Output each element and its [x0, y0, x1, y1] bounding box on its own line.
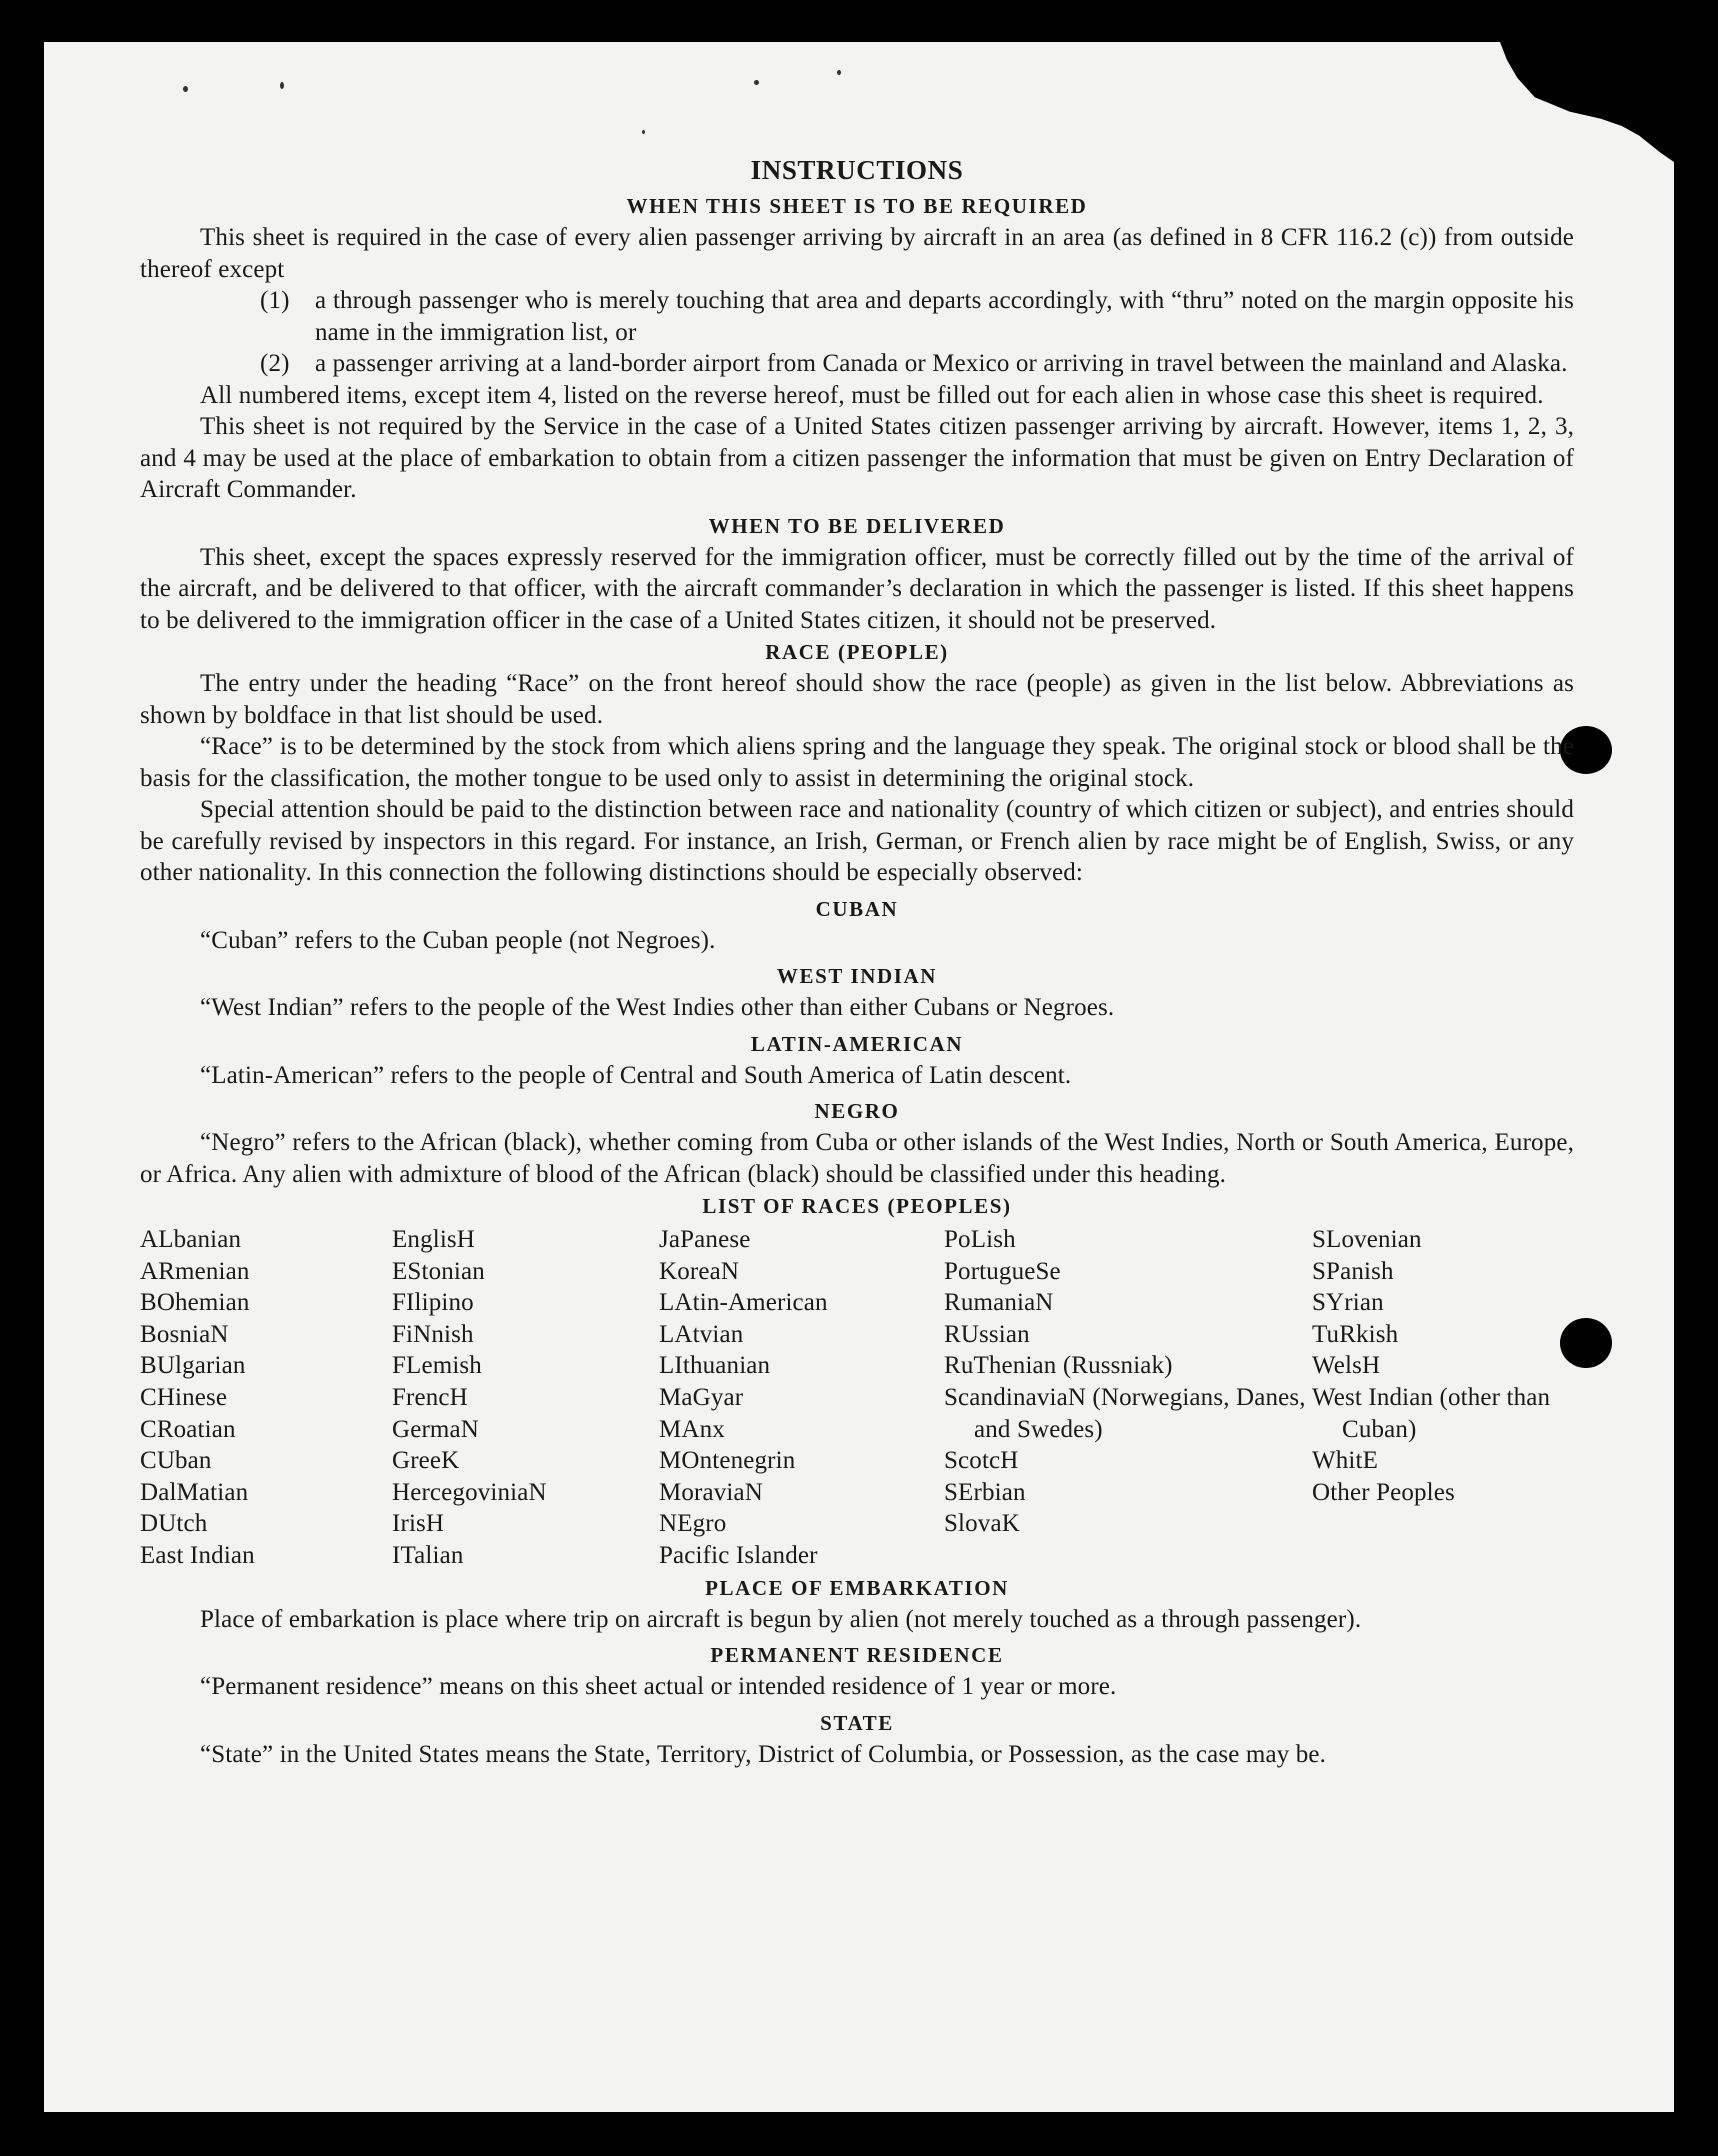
- dust-speck: [642, 130, 645, 134]
- race-entry: KoreaN: [659, 1257, 740, 1285]
- race-entry: MaGyar: [659, 1383, 744, 1411]
- race-entry: WelsH: [1312, 1352, 1381, 1380]
- race-entry: GermaN: [392, 1415, 479, 1443]
- heading-west-indian: WEST INDIAN: [776, 964, 938, 988]
- race-entry: DUtch: [140, 1510, 208, 1538]
- dust-speck: [837, 70, 841, 75]
- heading-cuban: CUBAN: [815, 896, 899, 921]
- race-entry: SPanish: [1312, 1257, 1394, 1285]
- race-entry: CUban: [140, 1447, 212, 1475]
- race-entry: SLovenian: [1312, 1226, 1422, 1253]
- race-entry: NEgro: [659, 1510, 727, 1538]
- paragraph-west-indian: “West Indian” refers to the people of the West Indies other than either Cubans or Negroes.: [200, 994, 1115, 1021]
- race-entry: HercegoviniaN: [392, 1478, 547, 1506]
- heading-negro: NEGRO: [814, 1099, 900, 1123]
- race-entry: EStonian: [392, 1257, 485, 1285]
- race-entry: JaPanese: [659, 1226, 751, 1253]
- race-entry: IrisH: [392, 1510, 445, 1538]
- paragraph-when-required-intro: This sheet is required in the case of every alien passenger arriving by aircraft in an area (as defined in 8 CFR 116.2 (c)) from outside thereof except: [140, 224, 1574, 283]
- paragraph-place-of-embarkation: Place of embarkation is place where trip on aircraft is begun by alien (not merely touched as a through passenger).: [200, 1605, 1362, 1633]
- race-entry: ITalian: [392, 1541, 464, 1569]
- race-entry: ALbanian: [140, 1226, 242, 1253]
- instructions-content: [140, 150, 1574, 1770]
- race-entry: RuThenian (Russniak): [944, 1352, 1173, 1380]
- race-entry: PortugueSe: [944, 1257, 1061, 1285]
- dust-speck: [754, 80, 759, 85]
- exception-number: (2): [260, 350, 290, 377]
- race-entry: LAtin-American: [659, 1289, 828, 1317]
- exception-item: [260, 285, 1574, 348]
- race-entry: WhitE: [1312, 1447, 1379, 1475]
- dust-speck: [280, 82, 284, 89]
- paragraph-cuban: “Cuban” refers to the Cuban people (not Negroes).: [200, 926, 716, 954]
- paragraph-race-entry: The entry under the heading “Race” on the front hereof should show the race (people) as given in the list below. Abbreviations as shown by boldface in that list should be used.: [140, 670, 1574, 729]
- race-entry: MOntenegrin: [659, 1447, 796, 1475]
- race-entry: East Indian: [140, 1541, 255, 1569]
- race-entry: ScandinaviaN (Norwegians, Danes, and Swedes): [944, 1383, 1306, 1443]
- race-entry: SlovaK: [944, 1510, 1020, 1538]
- exception-text: a passenger arriving at a land-border airport from Canada or Mexico or arriving in travel between the mainland and Alaska.: [315, 350, 1568, 377]
- race-entry: PoLish: [944, 1226, 1016, 1253]
- race-list: [140, 1224, 1574, 1572]
- heading-state: STATE: [820, 1710, 894, 1735]
- race-entry: GreeK: [392, 1447, 460, 1475]
- race-entry: MoraviaN: [659, 1478, 763, 1506]
- exception-list: [260, 285, 1574, 380]
- race-column: [140, 1224, 392, 1572]
- race-entry: TuRkish: [1312, 1320, 1399, 1348]
- race-column: [1312, 1224, 1574, 1572]
- race-entry: FIlipino: [392, 1289, 474, 1317]
- race-entry: LAtvian: [659, 1320, 744, 1348]
- race-column: [944, 1224, 1312, 1572]
- paragraph-when-delivered: This sheet, except the spaces expressly reserved for the immigration officer, must be correctly filled out by the time of the arrival of the aircraft, and be delivered to that officer, with the aircraft commander’s declaration in which the passenger is listed. If this sheet happens to be delivered to the immigration officer in the case of a United States citizen, it should not be preserved.: [140, 543, 1574, 634]
- heading-list-of-races: LIST OF RACES (PEOPLES): [702, 1194, 1012, 1218]
- race-entry: MAnx: [659, 1415, 725, 1443]
- race-entry: BUlgarian: [140, 1352, 246, 1380]
- race-entry: FiNnish: [392, 1320, 474, 1348]
- heading-race: RACE (PEOPLE): [765, 640, 949, 664]
- race-entry: LIthuanian: [659, 1352, 771, 1380]
- race-column: [392, 1224, 659, 1572]
- race-entry: SErbian: [944, 1478, 1026, 1506]
- exception-number: (1): [260, 287, 290, 314]
- paragraph-permanent-residence: “Permanent residence” means on this sheet actual or intended residence of 1 year or more.: [200, 1673, 1117, 1701]
- race-entry: FLemish: [392, 1352, 482, 1380]
- heading-when-delivered: WHEN TO BE DELIVERED: [708, 513, 1006, 538]
- race-entry: Pacific Islander: [659, 1541, 818, 1569]
- race-entry: ScotcH: [944, 1447, 1019, 1475]
- paragraph-citizen-passenger: This sheet is not required by the Service in the case of a United States citizen passenger arriving by aircraft. However, items 1, 2, 3, and 4 may be used at the place of embarkation to obtain from a citizen passenger the information that must be given on Entry Declaration of Aircraft Commander.: [140, 413, 1574, 503]
- heading-permanent-residence: PERMANENT RESIDENCE: [710, 1643, 1004, 1668]
- race-entry: CRoatian: [140, 1415, 236, 1443]
- dust-speck: [183, 86, 188, 92]
- race-column: [659, 1224, 944, 1572]
- race-entry: FrencH: [392, 1383, 468, 1411]
- exception-item: [260, 348, 1574, 380]
- race-entry: RUssian: [944, 1320, 1030, 1348]
- paragraph-latin-american: “Latin-American” refers to the people of Central and South America of Latin descent.: [200, 1061, 1072, 1089]
- race-entry: CHinese: [140, 1383, 228, 1411]
- paragraph-race-stock: “Race” is to be determined by the stock from which aliens spring and the language they speak. The original stock or blood shall be the basis for the classification, the mother tongue to be used only to assist in determining the original stock.: [140, 733, 1574, 792]
- paragraph-numbered-items: All numbered items, except item 4, listed on the reverse hereof, must be filled out for each alien in whose case this sheet is required.: [200, 381, 1544, 409]
- race-entry: EnglisH: [392, 1226, 475, 1253]
- page-title: INSTRUCTIONS: [750, 155, 964, 185]
- race-entry: DalMatian: [140, 1478, 249, 1506]
- heading-when-required: WHEN THIS SHEET IS TO BE REQUIRED: [626, 194, 1088, 218]
- paragraph-race-nationality: Special attention should be paid to the distinction between race and nationality (country of which citizen or subject), and entries should be carefully revised by inspectors in this regard. For instance, an Irish, German, or French alien by race might be of English, Swiss, or any other nationality. In this connection the following distinctions should be especially observed:: [140, 796, 1574, 886]
- race-entry: BOhemian: [140, 1289, 250, 1317]
- heading-latin-american: LATIN-AMERICAN: [750, 1031, 964, 1056]
- paragraph-negro: “Negro” refers to the African (black), whether coming from Cuba or other islands of the West Indies, North or South America, Europe, or Africa. Any alien with admixture of blood of the African (black) should be classified under this heading.: [140, 1129, 1574, 1188]
- race-entry: ARmenian: [140, 1257, 250, 1285]
- race-entry: West Indian (other than Cuban): [1312, 1383, 1551, 1443]
- race-entry: RumaniaN: [944, 1289, 1054, 1317]
- heading-place-of-embarkation: PLACE OF EMBARKATION: [705, 1575, 1009, 1600]
- paragraph-state: “State” in the United States means the State, Territory, District of Columbia, or Possession, as the case may be.: [200, 1740, 1327, 1768]
- race-entry: SYrian: [1312, 1289, 1384, 1317]
- race-entry: BosniaN: [140, 1320, 229, 1348]
- exception-text: a through passenger who is merely touching that area and departs accordingly, with “thru” noted on the margin opposite his name in the immigration list, or: [315, 287, 1574, 346]
- race-entry: Other Peoples: [1312, 1478, 1455, 1506]
